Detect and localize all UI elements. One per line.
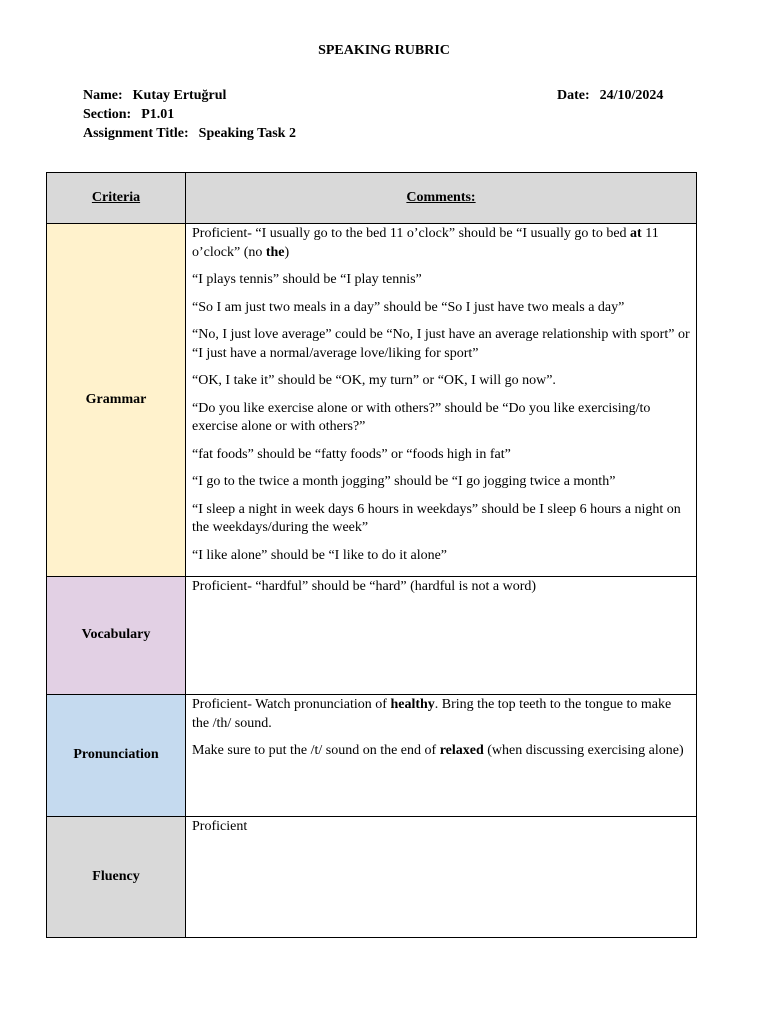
comments-fluency <box>186 817 697 938</box>
comment: “I sleep a night in week days 6 hours in weekdays” should be I sleep 6 hours a night on the weekdays/during the week” <box>192 501 681 535</box>
criteria-header: Criteria <box>47 173 186 224</box>
name-line <box>83 88 226 104</box>
assignment-label: Assignment Title: <box>83 126 189 141</box>
assignment-line <box>83 126 296 142</box>
criteria-fluency: Fluency <box>47 817 186 938</box>
comment: “Do you like exercise alone or with others?” should be “Do you like exercising/to exercise alone or with others?” <box>192 400 651 434</box>
date-line <box>557 88 663 104</box>
criteria-vocabulary: Vocabulary <box>47 577 186 695</box>
comment: “So I am just two meals in a day” should be “So I just have two meals a day” <box>192 299 625 315</box>
section-line <box>83 107 174 123</box>
comment: “OK, I take it” should be “OK, my turn” or “OK, I will go now”. <box>192 373 556 388</box>
comments-vocabulary <box>186 577 697 695</box>
assignment-value: Speaking Task 2 <box>198 126 296 141</box>
date-value: 24/10/2024 <box>599 88 664 103</box>
comments-header: Comments: <box>186 173 697 224</box>
rubric-table <box>46 172 697 938</box>
date-label: Date: <box>557 88 590 103</box>
comment: “I like alone” should be “I like to do it alone” <box>192 547 448 563</box>
table-row <box>47 224 697 577</box>
comment: Make sure to put the /t/ sound on the end of relaxed (when discussing exercising alone) <box>192 743 684 758</box>
comment: Proficient- “I usually go to the bed 11 o’clock” should be “I usually go to bed at 11 o’clock” (no the) <box>192 226 659 260</box>
comments-pronunciation <box>186 695 697 817</box>
comment: “I go to the twice a month jogging” should be “I go jogging twice a month” <box>192 474 616 489</box>
table-row <box>47 577 697 695</box>
student-name: Kutay Ertuğrul <box>132 88 227 103</box>
criteria-grammar: Grammar <box>47 224 186 577</box>
comment: Proficient- “hardful” should be “hard” (hardful is not a word) <box>192 579 537 594</box>
comment: “No, I just love average” could be “No, I just have an average relationship with sport” or “I just have a normal/average love/liking for sport” <box>192 327 690 361</box>
table-row <box>47 817 697 938</box>
section-label: Section: <box>83 107 132 122</box>
page-title: SPEAKING RUBRIC <box>318 43 450 58</box>
comment: “fat foods” should be “fatty foods” or “foods high in fat” <box>192 446 511 462</box>
section-value: P1.01 <box>141 107 175 122</box>
table-row <box>47 695 697 817</box>
table-header-row <box>47 173 697 224</box>
comments-grammar <box>186 224 697 577</box>
comment: Proficient <box>192 819 248 834</box>
name-label: Name: <box>83 88 123 103</box>
criteria-pronunciation: Pronunciation <box>47 695 186 817</box>
comment: “I plays tennis” should be “I play tennis” <box>192 272 422 287</box>
comment: Proficient- Watch pronunciation of healthy. Bring the top teeth to the tongue to make the /th/ sound. <box>192 697 672 731</box>
